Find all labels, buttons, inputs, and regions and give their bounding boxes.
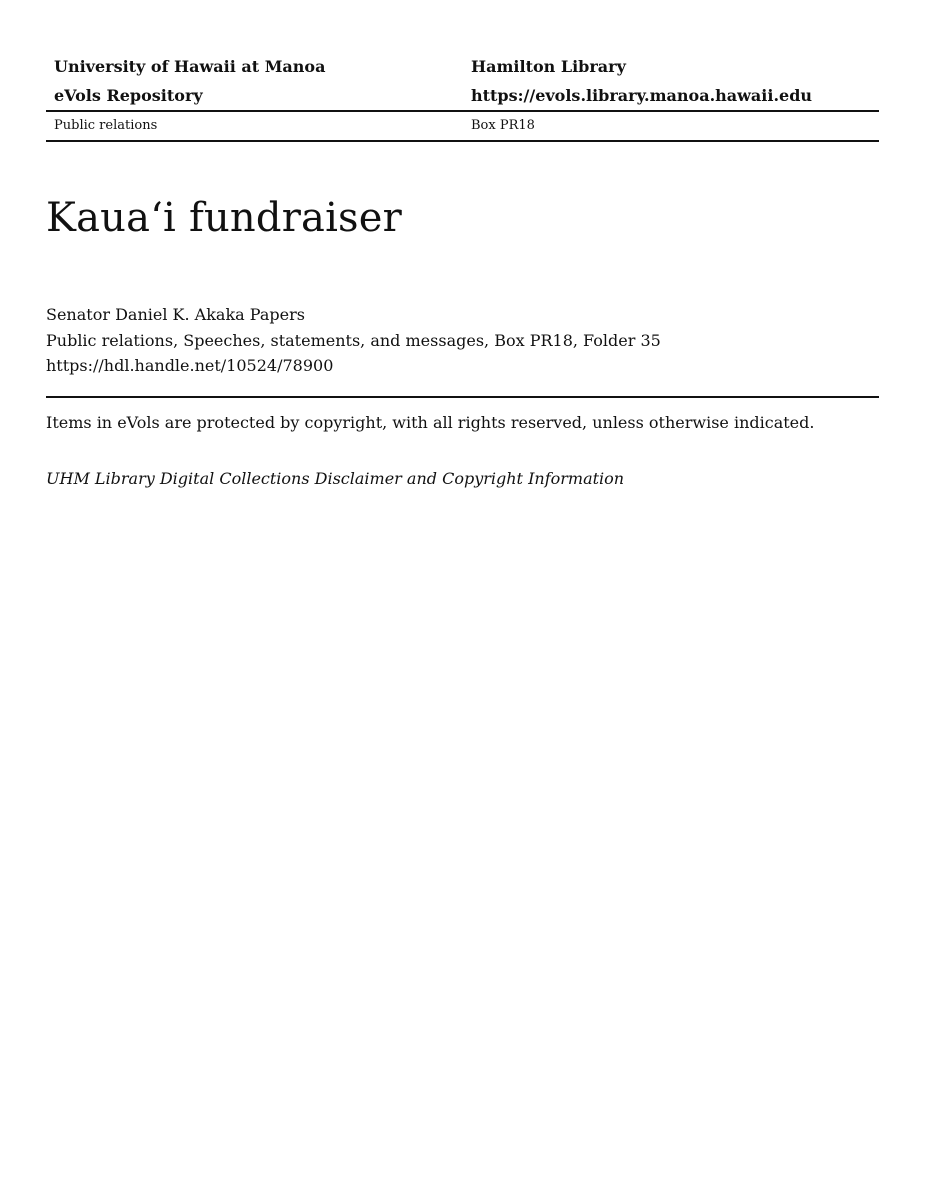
folder-location: Public relations, Speeches, statements, and messages, Box PR18, Folder 35	[46, 330, 661, 350]
disclaimer-link[interactable]: UHM Library Digital Collections Disclaimer and Copyright Information	[46, 468, 625, 488]
header-row-repository	[46, 82, 879, 111]
divider	[46, 396, 879, 398]
document-metadata	[46, 302, 879, 379]
document-title: Kauaʻi fundraiser	[46, 195, 402, 241]
library-name: Hamilton Library	[471, 57, 626, 76]
header-row-top	[46, 52, 879, 82]
cover-page	[46, 52, 879, 491]
box-label: Box PR18	[463, 111, 879, 141]
institution-name: University of Hawaii at Manoa	[54, 57, 326, 76]
header-table	[46, 52, 879, 142]
repository-name: eVols Repository	[46, 82, 463, 111]
series-label: Public relations	[46, 111, 463, 141]
collection-name: Senator Daniel K. Akaka Papers	[46, 305, 305, 324]
handle-link[interactable]: https://hdl.handle.net/10524/78900	[46, 356, 334, 375]
header-row-series	[46, 111, 879, 141]
rights-statement: Items in eVols are protected by copyright, with all rights reserved, unless otherwise indicated.	[46, 412, 815, 432]
repository-url-link[interactable]: https://evols.library.manoa.hawaii.edu	[463, 82, 879, 111]
